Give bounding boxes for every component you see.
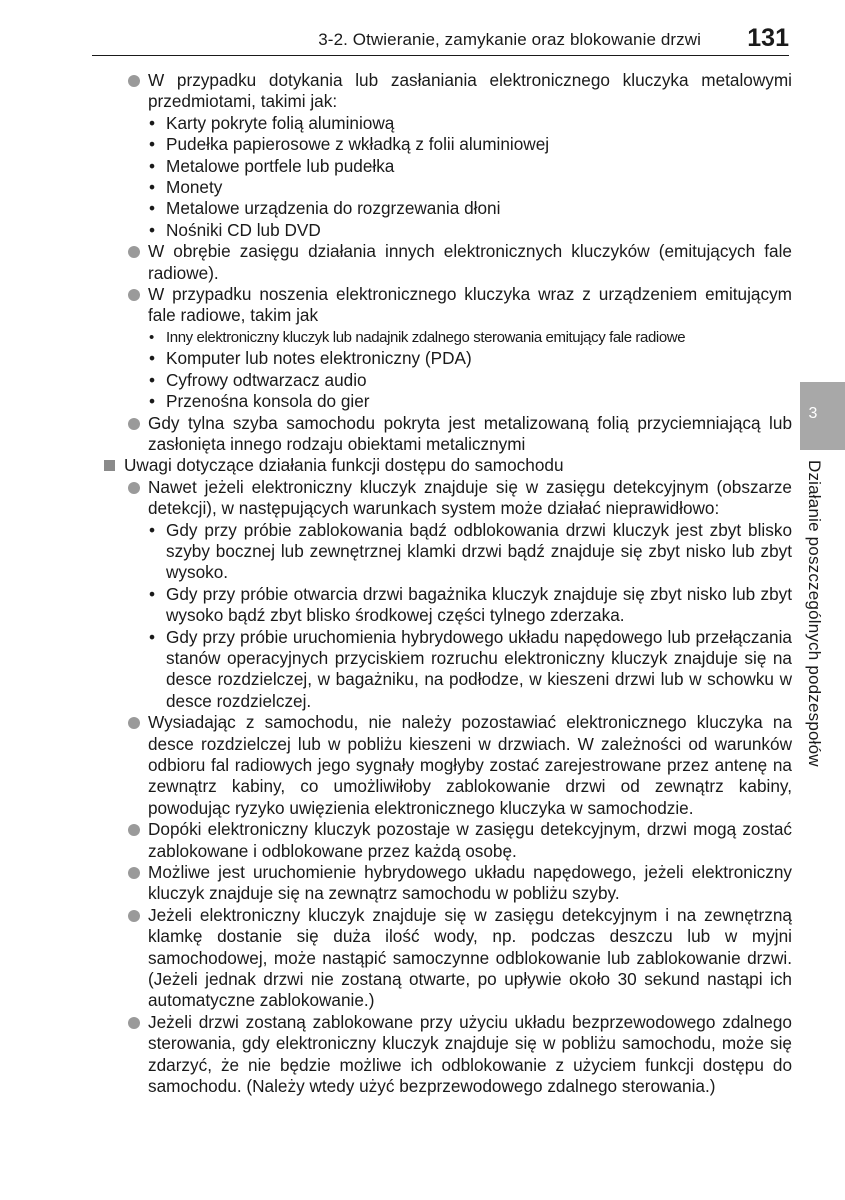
bullet-item <box>149 348 792 369</box>
page-number: 131 <box>747 24 789 52</box>
section-heading <box>92 455 792 476</box>
bullet-dot-icon: • <box>149 177 156 198</box>
bullet-item <box>149 112 792 134</box>
bullet-dot-icon: • <box>149 219 156 240</box>
list-item <box>92 819 792 862</box>
chapter-side-label: Działanie poszczególnych podzespołów <box>805 460 824 767</box>
bullet-item <box>149 198 792 219</box>
list-item <box>92 862 792 905</box>
circle-bullet-icon <box>128 867 140 879</box>
bullet-item-text: Inny elektroniczny kluczyk lub nadajnik zdalnego sterowania emitujący fale radiowe <box>166 328 686 346</box>
list-item-text: Dopóki elektroniczny kluczyk pozostaje w zasięgu detekcyjnym, drzwi mogą zostać zablokowane i odblokowane przez każdą osobę. <box>148 819 792 861</box>
list-item-text: W obrębie zasięgu działania innych elektronicznych kluczyków (emitujących fale radiowe). <box>148 241 792 283</box>
circle-bullet-icon <box>128 289 140 301</box>
page-content <box>92 70 792 1098</box>
list-item <box>92 70 792 113</box>
bullet-item-text: Komputer lub notes elektroniczny (PDA) <box>166 348 472 369</box>
list-item-text: Jeżeli drzwi zostaną zablokowane przy użyciu układu bezprzewodowego zdalnego sterowania, gdy elektroniczny kluczyk znajduje się w pobliżu samochodu, może się zdarzyć, że nie będzie możliwe ich odblokowanie z użyciem funkcji dostępu do samochodu. (Należy wtedy użyć bezprzewodowego zdalnego sterowania.) <box>148 1011 792 1097</box>
bullet-dot-icon: • <box>149 348 156 369</box>
circle-bullet-icon <box>128 717 140 729</box>
circle-bullet-icon <box>128 246 140 258</box>
circle-bullet-icon <box>128 418 140 430</box>
list-item-text: Wysiadając z samochodu, nie należy pozostawiać elektronicznego kluczyka na desce rozdzielczej lub w pobliżu kieszeni w drzwiach. W zależności od warunków odbioru fal radiowych jego sygnały mogłyby zostać zarejestrowane przez antenę na zewnątrz kabiny, co umożliwiłoby zablokowanie drzwi od zewnątrz kabiny, powodując ryzyko uwięzienia elektronicznego kluczyka w samochodzie. <box>148 712 792 818</box>
bullet-item-text: Metalowe urządzenia do rozgrzewania dłoni <box>166 198 501 219</box>
bullet-item <box>149 583 792 627</box>
chapter-title: 3-2. Otwieranie, zamykanie oraz blokowanie drzwi <box>318 30 701 49</box>
bullet-list <box>92 520 792 713</box>
bullet-dot-icon: • <box>149 391 156 412</box>
bullet-item-text: Gdy przy próbie uruchomienia hybrydowego układu napędowego lub przełączania stanów operacyjnych przyciskiem rozruchu elektroniczny kluczyk znajduje się na desce rozdzielczej, w bagażniku, na podłodze, w kieszeni drzwi lub w schowku w desce rozdzielczej. <box>166 626 792 711</box>
list-item <box>92 241 792 284</box>
bullet-dot-icon: • <box>149 519 156 540</box>
square-bullet-icon <box>104 460 115 471</box>
bullet-item <box>149 134 792 155</box>
bullet-item <box>149 369 792 391</box>
list-item <box>92 1012 792 1098</box>
bullet-item <box>149 177 792 198</box>
bullet-item-text: Pudełka papierosowe z wkładką z folii aluminiowej <box>166 134 550 155</box>
bullet-item <box>149 327 792 348</box>
bullet-dot-icon: • <box>149 583 156 604</box>
section-body <box>92 477 792 1098</box>
circle-bullet-icon <box>128 824 140 836</box>
bullet-dot-icon: • <box>149 155 156 176</box>
bullet-item-text: Gdy przy próbie otwarcia drzwi bagażnika kluczyk znajduje się zbyt nisko lub zbyt wysoko bądź zbyt blisko środkowej części tylnego zderzaka. <box>166 583 792 626</box>
bullet-item-text: Nośniki CD lub DVD <box>166 219 321 240</box>
section-heading-text: Uwagi dotyczące działania funkcji dostępu do samochodu <box>124 455 564 476</box>
bullet-list <box>92 327 792 413</box>
bullet-item-text: Cyfrowy odtwarzacz audio <box>166 369 367 390</box>
bullet-list <box>92 113 792 241</box>
list-item-text: Nawet jeżeli elektroniczny kluczyk znajduje się w zasięgu detekcyjnym (obszarze detekcji), w następujących warunkach system może działać nieprawidłowo: <box>148 476 792 519</box>
bullet-item-text: Przenośna konsola do gier <box>166 391 370 412</box>
list-item <box>92 905 792 1012</box>
bullet-dot-icon: • <box>149 328 154 346</box>
bullet-item <box>149 519 792 584</box>
list-item-text: Gdy tylna szyba samochodu pokryta jest metalizowaną folią przyciemniającą lub zasłonięta innego rodzaju obiektami metalicznymi <box>148 412 792 454</box>
circle-bullet-icon <box>128 75 140 87</box>
list-item <box>92 413 792 456</box>
list-item <box>92 712 792 819</box>
list-item <box>92 284 792 327</box>
chapter-tab-number: 3 <box>808 405 818 422</box>
bullet-dot-icon: • <box>149 134 156 155</box>
list-item-text: Jeżeli elektroniczny kluczyk znajduje się w zasięgu detekcyjnym i na zewnętrzną klamkę dostanie się duża ilość wody, np. podczas deszczu lub w myjni samochodowej, może nastąpić samoczynne odblokowanie lub zablokowanie drzwi. (Jeżeli jednak drzwi nie zostaną otwarte, po upływie około 30 sekund nastąpi ich automatyczne zablokowanie.) <box>148 904 792 1011</box>
bullet-item-text: Karty pokryte folią aluminiową <box>166 112 395 133</box>
bullet-item-text: Metalowe portfele lub pudełka <box>166 155 395 176</box>
bullet-dot-icon: • <box>149 112 156 133</box>
list-item-text: W przypadku dotykania lub zasłaniania elektronicznego kluczyka metalowymi przedmiotami, takimi jak: <box>148 70 792 112</box>
circle-bullet-icon <box>128 482 140 494</box>
bullet-item <box>149 391 792 412</box>
bullet-item <box>149 155 792 177</box>
chapter-tab <box>800 382 845 450</box>
bullet-item-text: Monety <box>166 177 223 198</box>
bullet-dot-icon: • <box>149 626 156 647</box>
bullet-item <box>149 626 792 713</box>
bullet-item <box>149 219 792 241</box>
list-item <box>92 477 792 520</box>
header-rule <box>92 55 789 56</box>
circle-bullet-icon <box>128 910 140 922</box>
bullet-dot-icon: • <box>149 198 156 219</box>
bullet-dot-icon: • <box>149 369 156 390</box>
bullet-item-text: Gdy przy próbie zablokowania bądź odblokowania drzwi kluczyk jest zbyt blisko szyby bocznej lub zewnętrznej klamki drzwi bądź znajduje się zbyt nisko lub zbyt wysoko. <box>166 519 792 583</box>
list-item-text: W przypadku noszenia elektronicznego kluczyka wraz z urządzeniem emitującym fale radiowe, takim jak <box>148 284 792 326</box>
page-header <box>0 0 845 56</box>
list-item-text: Możliwe jest uruchomienie hybrydowego układu napędowego, jeżeli elektroniczny kluczyk znajduje się na zewnątrz samochodu w pobliżu szyby. <box>148 862 792 904</box>
circle-bullet-icon <box>128 1017 140 1029</box>
